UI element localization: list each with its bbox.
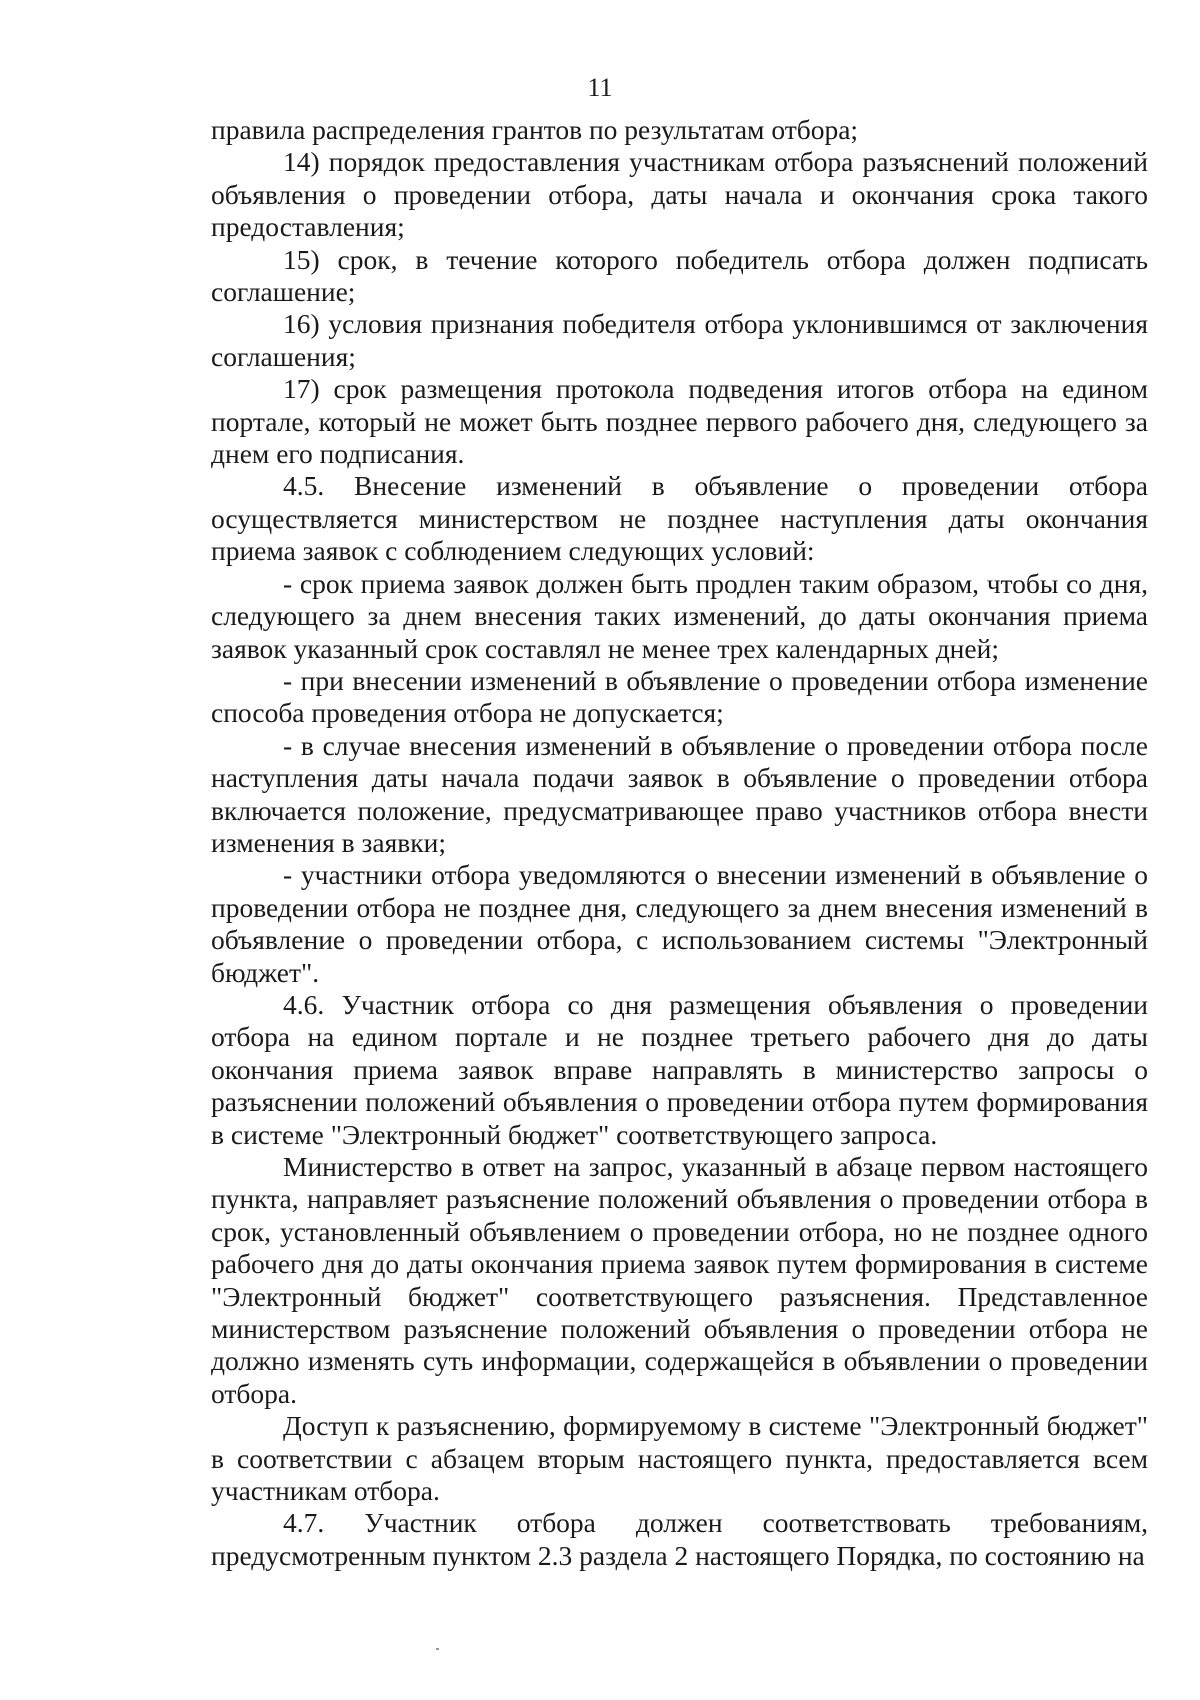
paragraph-section-4-7: 4.7. Участник отбора должен соответствовать требованиям, предусмотренным пунктом 2.3 раздела 2 настоящего Порядка, по состоянию на (211, 1507, 1148, 1571)
paragraph-access: Доступ к разъяснению, формируемому в системе "Электронный бюджет" в соответствии с абзацем вторым настоящего пункта, предоставляется всем участникам отбора. (211, 1410, 1148, 1507)
scan-speck (436, 1648, 439, 1650)
document-body (211, 114, 1148, 1572)
paragraph-continuation: правила распределения грантов по результатам отбора; (211, 114, 859, 145)
paragraph-ministry-response: Министерство в ответ на запрос, указанный в абзаце первом настоящего пункта, направляет разъяснение положений объявления о проведении отбора в срок, установленный объявлением о проведении отбора, но не позднее одного рабочего дня до даты окончания приема заявок путем формирования в системе "Электронный бюджет" соответствующего разъяснения. Представленное министерством разъяснение положений объявления о проведении отбора не должно изменять суть информации, содержащейся в объявлении о проведении отбора. (211, 1151, 1148, 1409)
paragraph-item-16: 16) условия признания победителя отбора уклонившимся от заключения соглашения; (211, 308, 1148, 372)
paragraph-bullet-3: - в случае внесения изменений в объявление о проведении отбора после наступления даты начала подачи заявок в объявление о проведении отбора включается положение, предусматривающее право участников отбора внести изменения в заявки; (211, 729, 1148, 858)
paragraph-section-4-5: 4.5. Внесение изменений в объявление о проведении отбора осуществляется министерством не позднее наступления даты окончания приема заявок с соблюдением следующих условий: (211, 470, 1148, 567)
page-number: 11 (587, 73, 613, 102)
paragraph-bullet-1: - срок приема заявок должен быть продлен таким образом, чтобы со дня, следующего за днем внесения таких изменений, до даты окончания приема заявок указанный срок составлял не менее трех календарных дней; (211, 567, 1148, 664)
paragraph-item-15: 15) срок, в течение которого победитель отбора должен подписать соглашение; (211, 243, 1148, 308)
paragraph-bullet-4: - участники отбора уведомляются о внесении изменений в объявление о проведении отбора не позднее дня, следующего за днем внесения изменений в объявление о проведении отбора, с использованием системы "Электронный бюджет". (211, 859, 1148, 988)
paragraph-item-17: 17) срок размещения протокола подведения итогов отбора на едином портале, который не может быть позднее первого рабочего дня, следующего за днем его подписания. (211, 373, 1148, 470)
paragraph-section-4-6: 4.6. Участник отбора со дня размещения объявления о проведении отбора на едином портале и не позднее третьего рабочего дня до даты окончания приема заявок вправе направлять в министерство запросы о разъяснении положений объявления о проведении отбора путем формирования в системе "Электронный бюджет" соответствующего запроса. (211, 988, 1148, 1150)
paragraph-bullet-2: - при внесении изменений в объявление о проведении отбора изменение способа проведения отбора не допускается; (211, 664, 1148, 729)
paragraph-item-14: 14) порядок предоставления участникам отбора разъяснений положений объявления о проведении отбора, даты начала и окончания срока такого предоставления; (211, 146, 1148, 243)
